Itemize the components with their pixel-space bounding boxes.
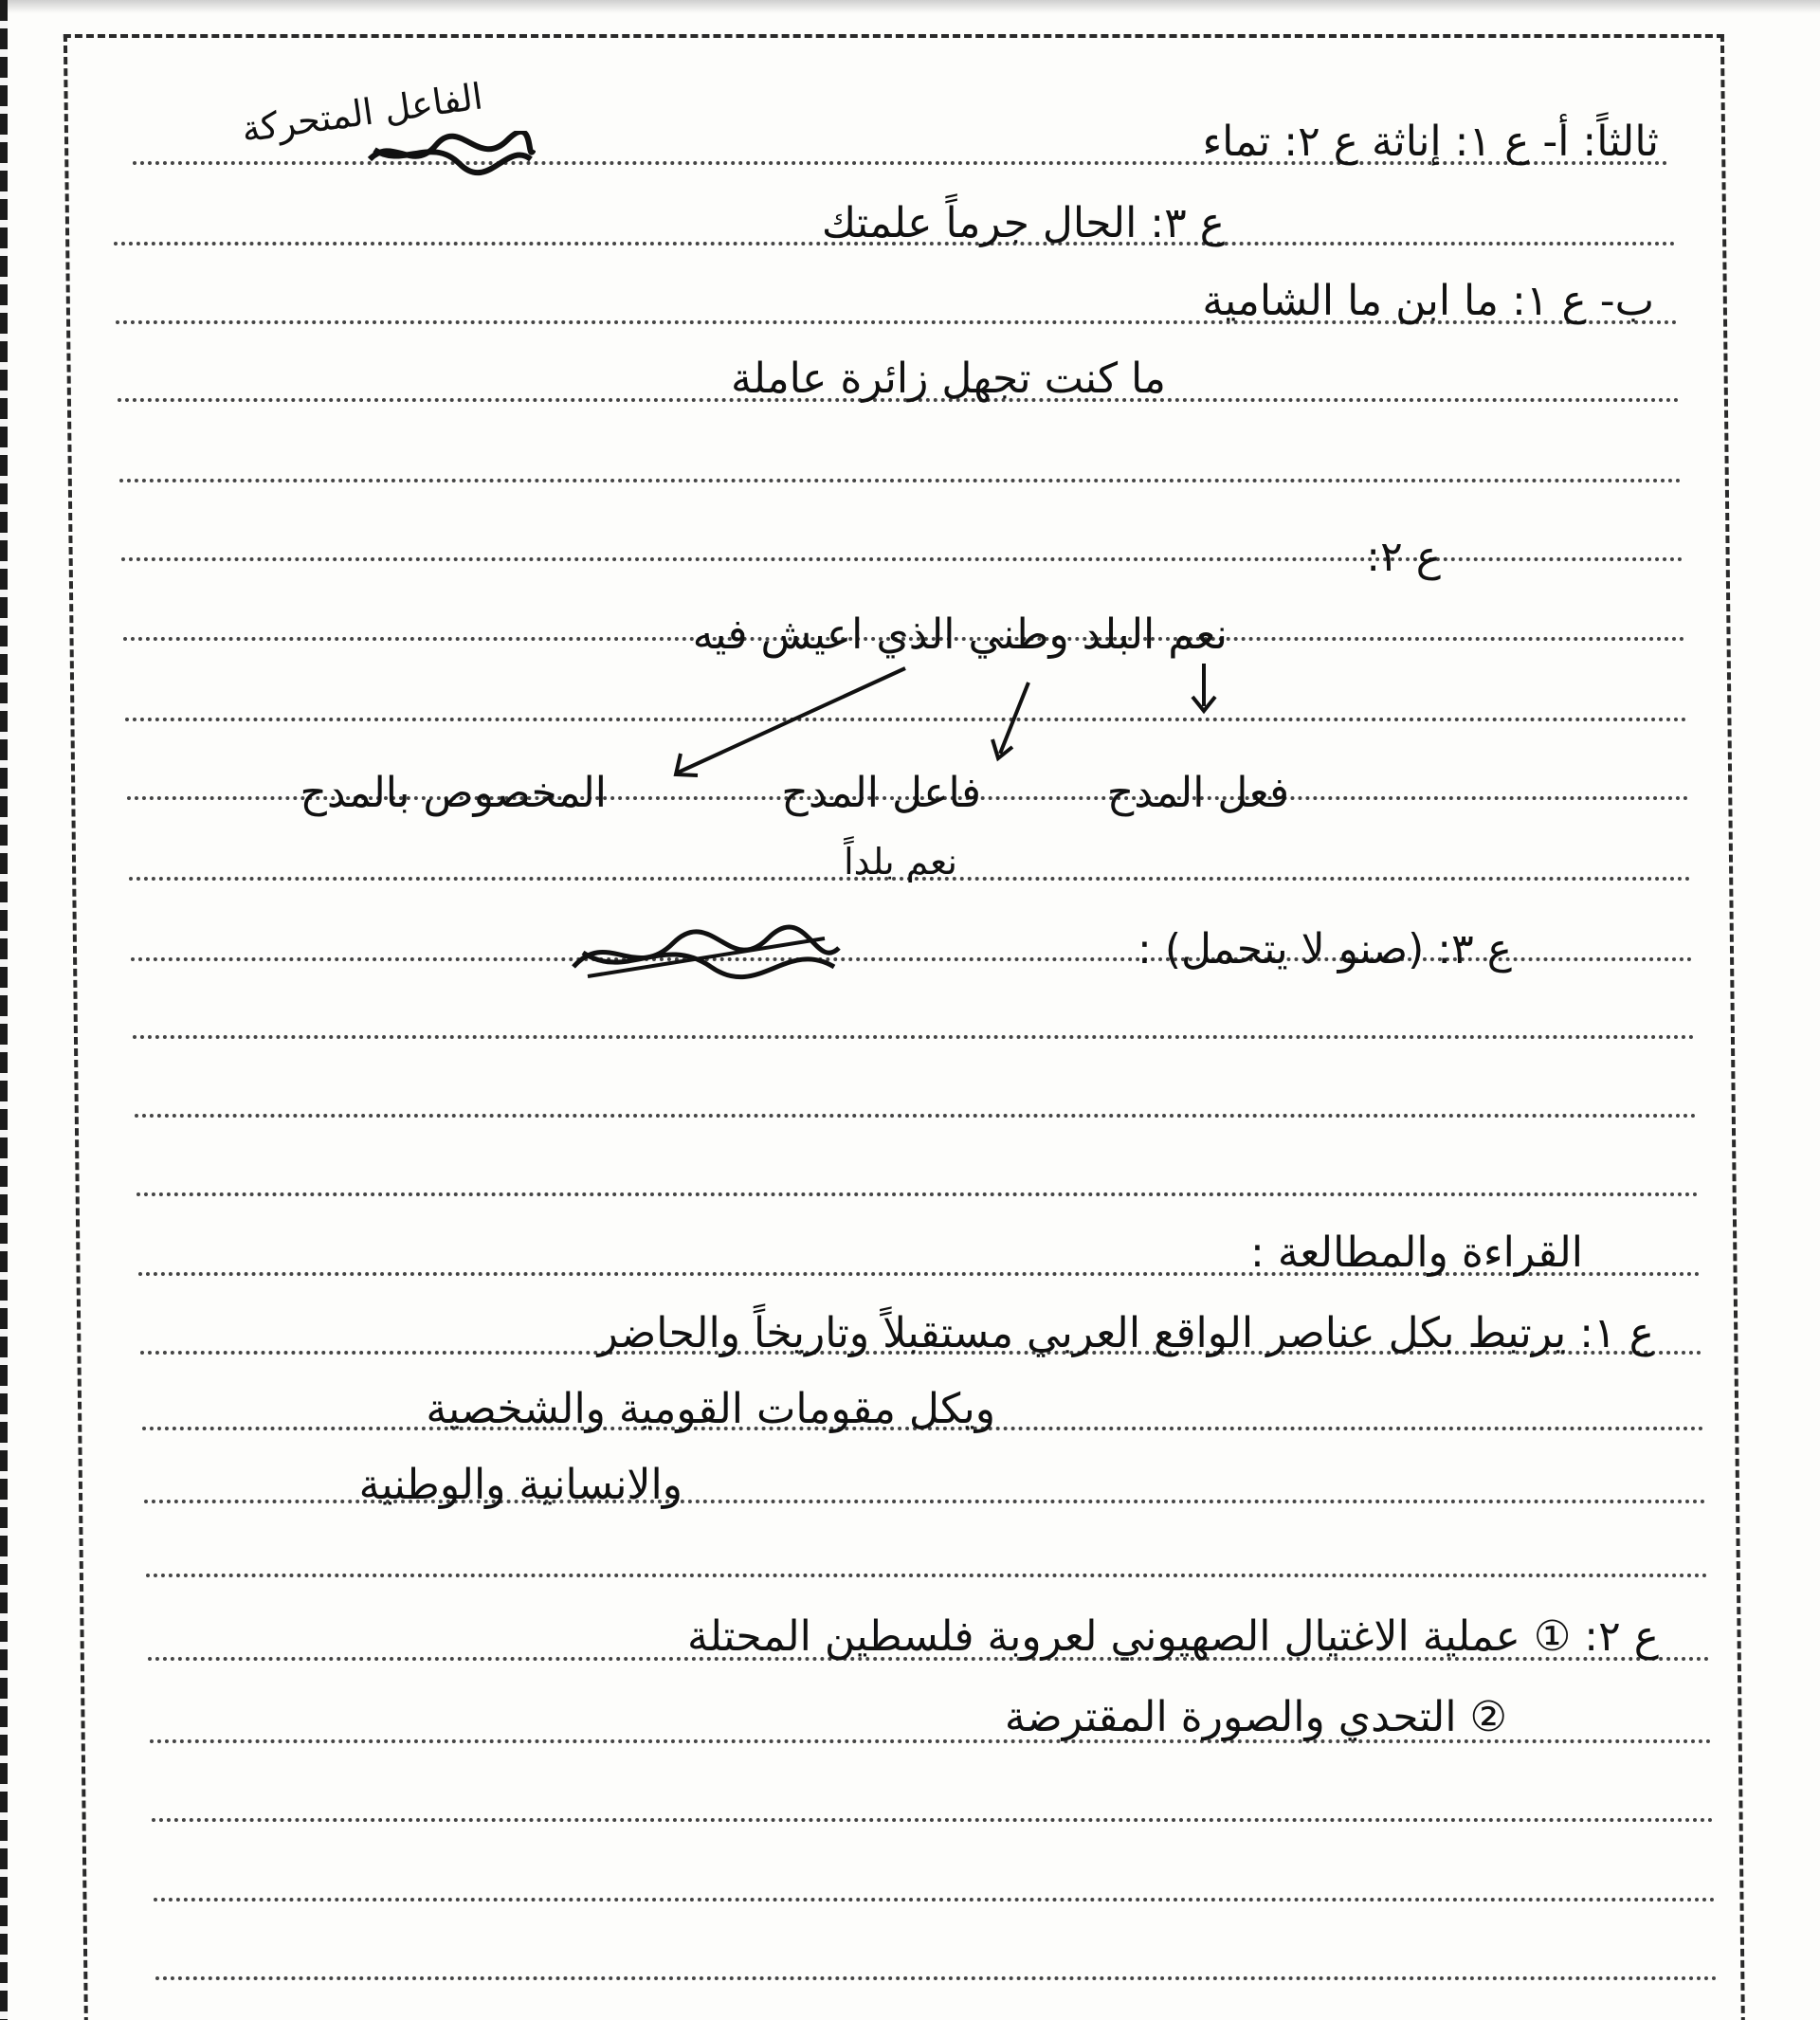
reading-answer-1-line-2: ويكل مقومات القومية والشخصية [426,1385,995,1433]
answer-line-1: ثالثاً: أ- ع ١: إناثة ع ٢: تماء [1202,118,1659,166]
answer-line-2: ع ٣: الحال جرماً علمتك [821,199,1225,247]
answer-line-6: ع ٣: (صنو لا يتحمل) : [1138,925,1512,974]
answer-line-4: ما كنت تجهل زائرة عاملة [730,355,1166,403]
label-specified-praise: المخصوص بالمدح [300,769,607,817]
title-note: الفاعل المتحركة [239,75,485,151]
reading-answer-1-line-1: ع ١: يرتبط بكل عناصر الواقع العربي مستقبلاً وتاريخاً والحاضر [597,1309,1654,1357]
crossed-out-word [569,924,844,991]
label-subject-of-praise: فاعل المدح [781,769,981,817]
reading-answer-2-line-2: ② التحدي والصورة المقترضة [1004,1693,1507,1741]
label-subject-example: نعم بلداً [844,841,957,883]
reading-answer-2-line-1: ع ٢: ① عملية الاغتيال الصهيوني لعروبة فلسطين المحتلة [686,1612,1659,1661]
reading-heading: القراءة والمطالعة : [1250,1228,1583,1277]
label-verb-of-praise: فعل المدح [1106,769,1289,817]
reading-answer-1-line-3: والانسانية والوطنية [358,1461,682,1509]
answer-line-5: ع ٢: [1366,533,1441,581]
example-sentence: نعم البلد وطني الذي اعيش فيه [692,610,1228,659]
answer-line-3: ب- ع ١: ما ابن ما الشامية [1202,277,1654,325]
